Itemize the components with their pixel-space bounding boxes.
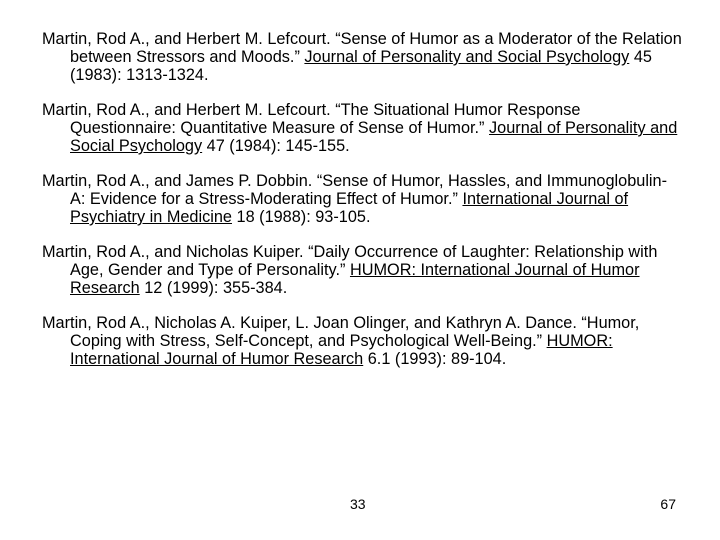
- reference-volume: 45 (1983): 1313-1324.: [70, 48, 652, 84]
- reference-volume: 6.1 (1993): 89-104.: [363, 350, 507, 368]
- reference-citation: Martin, Rod A., and Nicholas Kuiper. “Daily Occurrence of Laughter: Relationship with Age, Gender and Type of Personality.”: [42, 243, 658, 279]
- reference-citation: Martin, Rod A., and Herbert M. Lefcourt. “The Situational Humor Response Questionnaire: Quantitative Measure of Sense of Humor.”: [42, 101, 581, 137]
- journal-title: International Journal of Psychiatry in Medicine: [70, 190, 629, 226]
- reference-entry: [42, 101, 682, 155]
- reference-citation: Martin, Rod A., and Herbert M. Lefcourt. “Sense of Humor as a Moderator of the Relation between Stressors and Moods.”: [42, 30, 682, 66]
- reference-entry: [42, 30, 682, 84]
- journal-title: Journal of Personality and Social Psychology: [304, 48, 630, 66]
- reference-entry: [42, 243, 682, 297]
- reference-list: [42, 30, 682, 385]
- page-total: 67: [660, 496, 676, 512]
- reference-volume: 18 (1988): 93-105.: [231, 208, 371, 226]
- journal-title: Journal of Personality and Social Psychology: [70, 119, 678, 155]
- slide-number: 33: [350, 496, 366, 512]
- reference-citation: Martin, Rod A., Nicholas A. Kuiper, L. Joan Olinger, and Kathryn A. Dance. “Humor, Coping with Stress, Self-Concept, and Psychological Well-Being.”: [42, 314, 640, 350]
- reference-entry: [42, 314, 682, 368]
- reference-volume: 12 (1999): 355-384.: [139, 279, 288, 297]
- journal-title: HUMOR: International Journal of Humor Research: [70, 332, 613, 368]
- reference-entry: [42, 172, 682, 226]
- journal-title: HUMOR: International Journal of Humor Research: [70, 261, 640, 297]
- reference-volume: 47 (1984): 145-155.: [202, 137, 350, 155]
- reference-citation: Martin, Rod A., and James P. Dobbin. “Sense of Humor, Hassles, and Immunoglobulin-A: Evidence for a Stress-Moderating Effect of Humor.”: [42, 172, 668, 208]
